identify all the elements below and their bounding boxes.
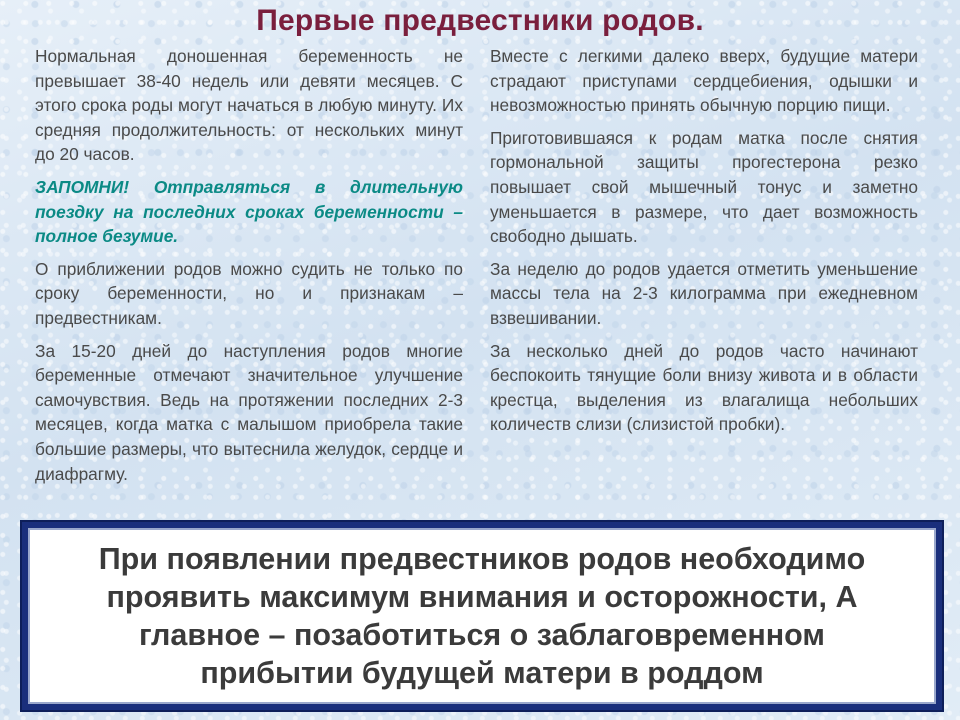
- left-paragraph-2: О приближении родов можно судить не только по сроку беременности, но и признакам – предвестникам.: [35, 258, 463, 328]
- right-paragraph-4: За несколько дней до родов часто начинают беспокоить тянущие боли внизу живота и в области крестца, выделения из влагалища небольших количеств слизи (слизистой пробки).: [490, 340, 918, 435]
- left-column: [35, 44, 463, 494]
- reminder-label: ЗАПОМНИ!: [35, 176, 130, 197]
- right-paragraph-1: Вместе с легкими далеко вверх, будущие матери страдают приступами сердцебиения, одышки и невозможностью принять обычную порцию пищи.: [490, 46, 918, 116]
- right-column: [490, 44, 918, 445]
- reminder-text: Отправляться в длительную поездку на последних сроках беременности – полное безумие.: [35, 176, 463, 247]
- callout-text: При появлении предвестников родов необходимо проявить максимум внимания и осторожности, А главное – позаботиться о заблаговременном прибытии будущей матери в роддом: [98, 542, 866, 690]
- callout-inner: [28, 528, 936, 704]
- left-paragraph-1: Нормальная доношенная беременность не превышает 38-40 недель или девяти месяцев. С этого срока роды могут начаться в любую минуту. Их средняя продолжительность: от нескольких минут до 20 часов.: [35, 46, 463, 165]
- page-title: Первые предвестники родов.: [256, 4, 704, 37]
- right-paragraph-3: За неделю до родов удается отметить уменьшение массы тела на 2-3 килограмма при ежедневном взвешивании.: [490, 258, 918, 328]
- left-paragraph-3: За 15-20 дней до наступления родов многие беременные отмечают значительное улучшение самочувствия. Ведь на протяжении последних 2-3 месяцев, когда матка с малышом приобрела такие большие размеры, что вытеснила желудок, сердце и диафрагму.: [35, 340, 463, 484]
- right-paragraph-2: Приготовившаяся к родам матка после снятия гормональной защиты прогестерона резко повышает свой мышечный тонус и заметно уменьшается в размере, что дает возможность свободно дышать.: [490, 127, 918, 247]
- reminder-note: [35, 175, 463, 249]
- callout-box: [20, 520, 944, 712]
